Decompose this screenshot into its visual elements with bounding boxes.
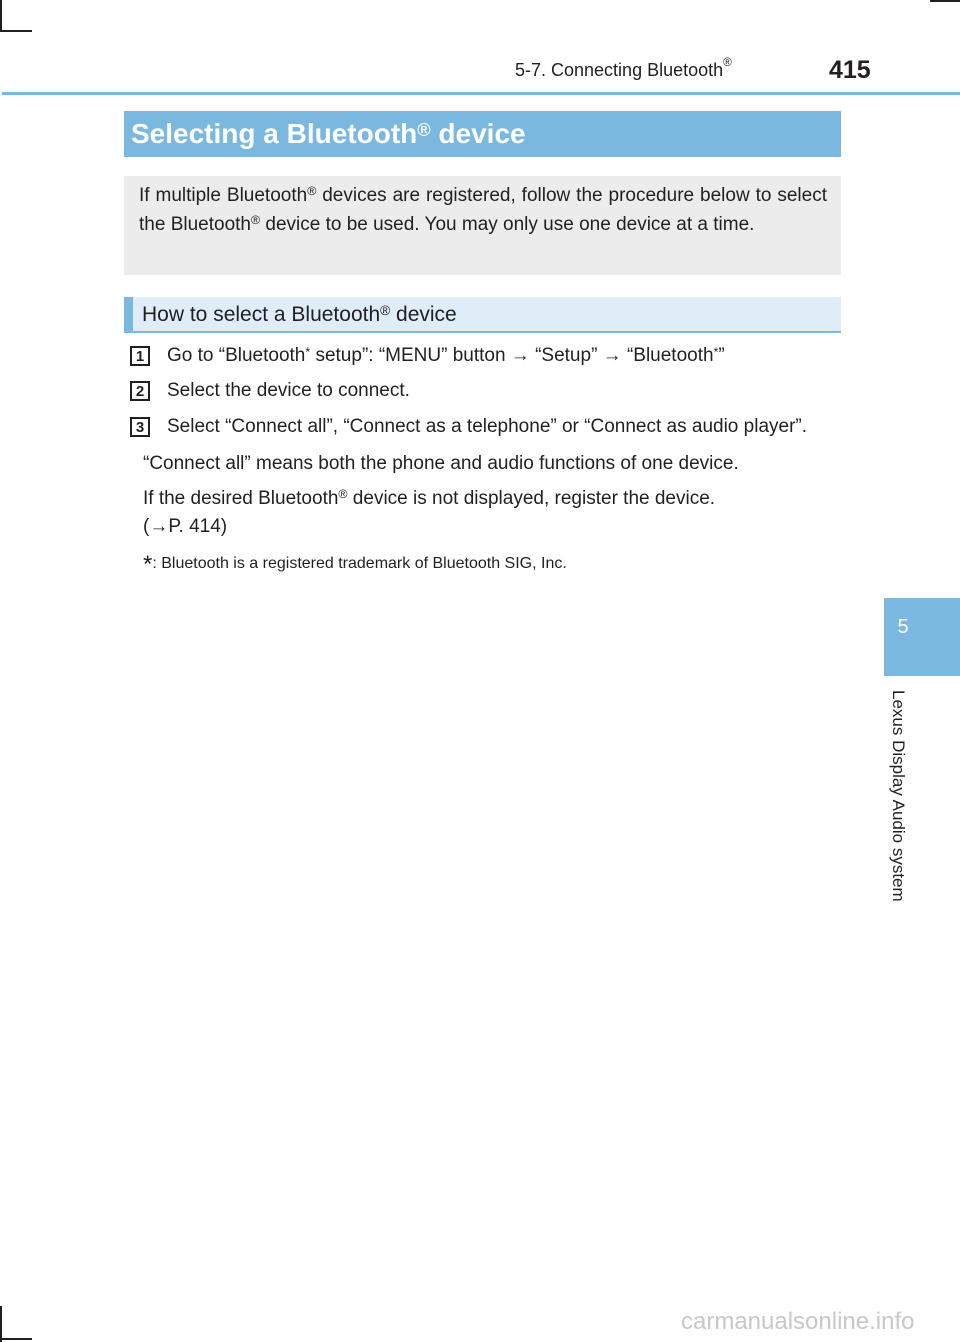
section-title-text: 5-7. Connecting Bluetooth	[515, 60, 724, 80]
step-number-badge: 1	[130, 346, 150, 366]
note-not-displayed	[143, 484, 715, 513]
chapter-label: Lexus Display Audio system	[889, 690, 908, 902]
note-connect-all: “Connect all” means both the phone and audio functions of one device.	[143, 453, 739, 474]
registered-mark: ®	[338, 487, 348, 501]
intro-text-3: device to be used. You may only use one device at a time.	[260, 214, 755, 235]
crop-mark	[0, 1306, 2, 1342]
intro-text-2: devices are registered, follow the procedure below to select the Bluetooth	[139, 185, 828, 235]
note-text-part: If the desired Bluetooth	[143, 488, 339, 509]
crop-mark	[930, 0, 960, 2]
step-text-part: setup”: “MENU” button → “Setup” → “Bluetooth	[310, 345, 714, 366]
crop-mark	[0, 0, 2, 32]
asterisk-mark: *	[305, 345, 311, 359]
registered-mark: ®	[380, 303, 391, 318]
intro-box	[124, 176, 841, 275]
step-number-badge: 2	[130, 381, 150, 401]
subheading-tail: device	[390, 303, 457, 326]
chapter-tab	[884, 598, 960, 676]
registered-mark: ®	[723, 56, 732, 69]
step-text: Select the device to connect.	[167, 380, 410, 401]
page-title-tail: device	[430, 118, 526, 149]
intro-text-1: If multiple Bluetooth	[139, 185, 308, 206]
registered-mark: ®	[417, 120, 431, 140]
subheading	[124, 297, 841, 333]
subheading-text: How to select a Bluetooth	[142, 303, 381, 326]
registered-mark: ®	[307, 184, 317, 198]
step-text: Select “Connect all”, “Connect as a telephone” or “Connect as audio player”.	[167, 416, 808, 437]
page-title-text: Selecting a Bluetooth	[131, 118, 418, 149]
crop-mark	[0, 30, 32, 32]
asterisk-mark: *	[143, 551, 153, 578]
step-number-badge: 3	[130, 417, 150, 437]
chapter-number: 5	[897, 616, 909, 638]
step-text-part: Go to “Bluetooth	[167, 345, 306, 366]
note-text-part: device is not displayed, register the device.	[347, 488, 716, 509]
footnote	[143, 547, 567, 578]
header-rule	[2, 92, 960, 95]
step-text-part: ”	[718, 345, 725, 366]
asterisk-mark: *	[713, 345, 719, 359]
watermark: carmanualsonline.info	[681, 1308, 915, 1335]
footnote-text: : Bluetooth is a registered trademark of Bluetooth SIG, Inc.	[152, 555, 567, 572]
page-reference-link[interactable]: (→P. 414)	[143, 516, 228, 537]
section-title	[515, 56, 732, 81]
page-number: 415	[829, 56, 871, 84]
step-text	[167, 344, 725, 368]
crop-mark	[0, 1338, 32, 1340]
page-title	[124, 111, 841, 157]
registered-mark: ®	[250, 213, 261, 227]
